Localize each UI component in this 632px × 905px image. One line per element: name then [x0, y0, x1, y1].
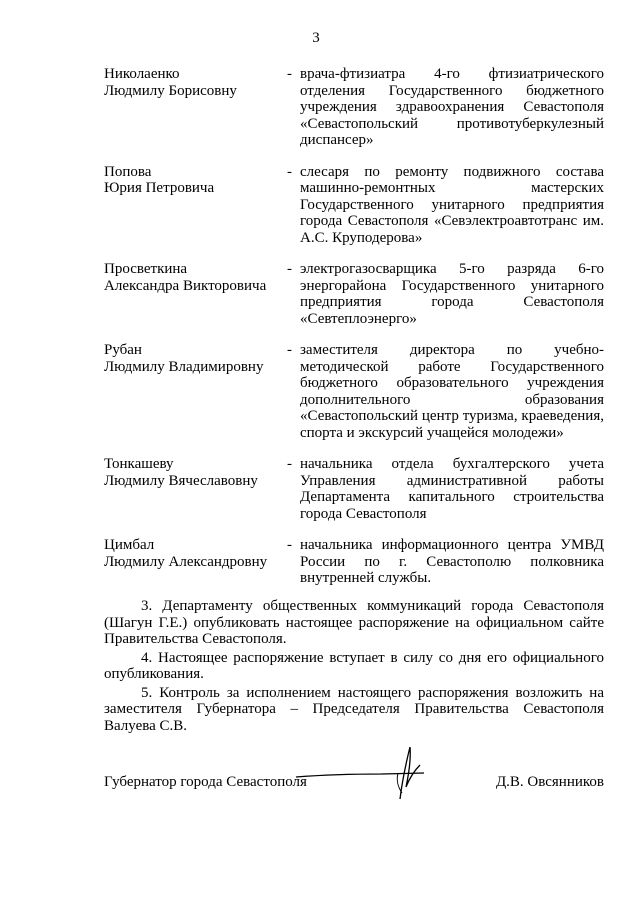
- signatory-name: Д.В. Овсянников: [495, 774, 604, 790]
- clause-effective-date: 4. Настоящее распоряжение вступает в силу со дня его официального опубликования.: [104, 649, 604, 682]
- signatory-title: Губернатор города Севастополя: [104, 774, 307, 790]
- awardee-dash: -: [287, 456, 292, 472]
- awardee-name: [104, 537, 287, 587]
- awardee-description: слесаря по ремонту подвижного состава машинно-ремонтных мастерских Государственного унитарного предприятия города Севастополя «Севэлектроавтотранс им. А.С. Круподерова»: [300, 163, 604, 246]
- awardee-given-name: Людмилу Владимировну: [104, 358, 264, 375]
- awardee-description: электрогазосварщика 5-го разряда 6-го энергорайона Государственного унитарного предприятия города Севастополя «Севтеплоэнерго»: [300, 261, 604, 327]
- order-clauses: [104, 598, 604, 736]
- awardee-description: начальника отдела бухгалтерского учета Управления административной работы Департамента капитального строительства города Севастополя: [300, 456, 604, 522]
- awardee-description: заместителя директора по учебно-методической работе Государственного бюджетного образовательного учреждения дополнительного образования «Севастопольский центр туризма, краеведения, спорта и экскурсий учащейся молодежи»: [300, 342, 604, 441]
- clause-publication: 3. Департаменту общественных коммуникаций города Севастополя (Шагун Г.Е.) опубликовать настоящее распоряжение на официальном сайте Правительства Севастополя.: [104, 598, 604, 647]
- awardee-name: [104, 66, 287, 149]
- awardee-given-name: Александра Викторовича: [104, 277, 267, 294]
- awardee-item: [104, 261, 604, 327]
- awardee-surname: Попова: [104, 163, 152, 180]
- awardee-description: врача-фтизиатра 4-го фтизиатрического отделения Государственного бюджетного учреждения здравоохранения Севастополя «Севастопольский противотуберкулезный диспансер»: [300, 66, 604, 148]
- awardee-name: [104, 261, 287, 327]
- awardee-item: [104, 342, 604, 441]
- awardee-given-name: Юрия Петровича: [104, 180, 215, 196]
- awardee-given-name: Людмилу Борисовну: [104, 82, 237, 99]
- awardee-surname: Просветкина: [104, 261, 188, 277]
- awardee-dash: -: [287, 163, 292, 180]
- awardee-surname: Тонкашеву: [104, 456, 174, 472]
- awardee-item: [104, 537, 604, 587]
- awardee-dash: -: [287, 261, 292, 277]
- awardee-name: [104, 342, 287, 441]
- awardee-item: [104, 66, 604, 149]
- signature-block: [104, 774, 604, 796]
- awardee-item: [104, 164, 604, 247]
- awardee-dash: -: [287, 537, 292, 553]
- awardee-surname: Рубан: [104, 342, 142, 358]
- awardee-dash: -: [287, 66, 292, 82]
- awardee-name: [104, 164, 287, 247]
- page-number: 3: [312, 30, 320, 46]
- awardee-given-name: Людмилу Вячеславовну: [104, 472, 258, 489]
- clause-control: 5. Контроль за исполнением настоящего распоряжения возложить на заместителя Губернатора – Председателя Правительства Севастополя Валуева С.В.: [104, 684, 604, 734]
- awardee-surname: Цимбал: [104, 537, 155, 553]
- awardee-list: [104, 66, 604, 602]
- awardee-description: начальника информационного центра УМВД России по г. Севастополю полковника внутренней службы.: [300, 537, 604, 586]
- awardee-given-name: Людмилу Александровну: [104, 553, 268, 570]
- awardee-name: [104, 456, 287, 522]
- awardee-item: [104, 456, 604, 522]
- awardee-surname: Николаенко: [104, 66, 180, 82]
- awardee-dash: -: [287, 342, 292, 358]
